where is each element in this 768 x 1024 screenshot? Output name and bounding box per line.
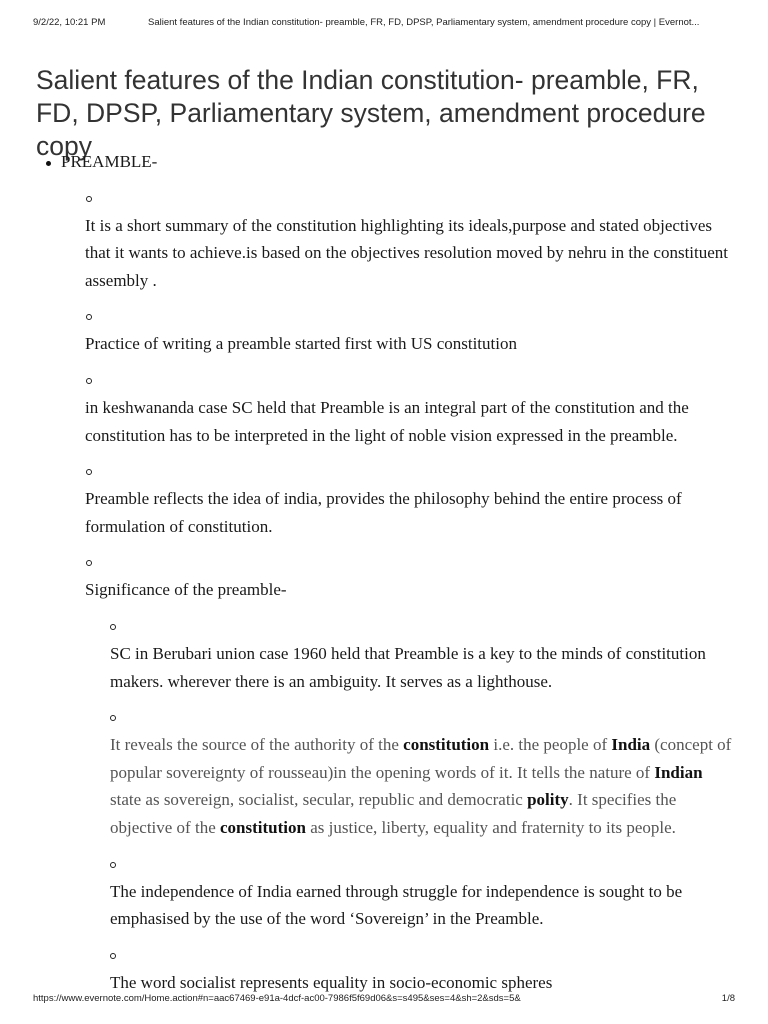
text-run: i.e. the people of [489,735,612,755]
text-run: (concept of popular sovereignty of rousseau)in the opening words of it. It tells the nature of [110,735,732,782]
text-run: state as sovereign, socialist, secular, republic and democratic [110,790,528,810]
list-item [85,560,735,604]
sub-list-item [110,624,735,695]
hollow-bullet-icon [110,624,116,630]
sub-point-text: The word socialist represents equality in socio-economic spheres [110,972,553,992]
sub-list-item [110,862,735,933]
bullet-icon [46,161,51,166]
hollow-bullet-icon [86,314,92,320]
sub-point-text: SC in Berubari union case 1960 held that Preamble is a key to the minds of constitution makers. wherever there is an ambiguity. It serves as a lighthouse. [110,643,706,691]
note-title: Salient features of the Indian constitution- preamble, FR, FD, DPSP, Parliamentary system, amendment procedure copy [36,65,706,161]
point-text: It is a short summary of the constitution highlighting its ideals,purpose and stated objectives that it wants to achieve.is based on the objectives resolution moved by nehru in the constituent assembly . [85,215,729,290]
hollow-bullet-icon [86,196,92,202]
hollow-bullet-icon [110,953,116,959]
hollow-bullet-icon [110,862,116,868]
section-heading: PREAMBLE- [61,152,158,171]
list-item [85,469,735,540]
bold-term: polity [527,790,569,810]
hollow-bullet-icon [86,469,92,475]
sub-point-text: The independence of India earned through struggle for independence is sought to be emphasised by the use of the word ‘Sovereign’ in the Preamble. [110,881,683,929]
text-run: as justice, liberty, equality and fraternity to its people. [305,817,676,837]
text-run: It reveals the source of the authority of the [110,735,404,755]
print-header [33,17,748,28]
note-body [0,148,768,996]
list-item [85,196,735,295]
print-footer [33,993,735,1004]
hollow-bullet-icon [110,715,116,721]
bold-term: constitution [403,735,490,755]
bold-term: constitution [220,817,306,837]
bold-term: Indian [654,762,703,782]
print-url: https://www.evernote.com/Home.action#n=aac67469-e91a-4dcf-ac00-7986f5f69d06&s=s495&ses=4&sh=2&sds=5& [33,993,521,1004]
print-date: 9/2/22, 10:21 PM [33,17,106,28]
bold-term: India [611,735,651,755]
point-text: Significance of the preamble- [85,580,287,600]
sub-list-item [110,715,735,841]
page-number: 1/8 [721,993,735,1004]
sub-list-item [110,953,735,997]
text-run: . It specifies the objective of the [110,790,677,837]
point-text: Preamble reflects the idea of india, provides the philosophy behind the entire process of formulation of constitution. [85,489,682,536]
hollow-bullet-icon [86,378,92,384]
sub-point-text [110,731,735,841]
hollow-bullet-icon [86,560,92,566]
section-item-preamble [61,148,768,176]
list-item [85,378,735,449]
print-page-title: Salient features of the Indian constitution- preamble, FR, FD, DPSP, Parliamentary system, amendment procedure copy | Evernot... [148,17,700,28]
point-text: in keshwananda case SC held that Preamble is an integral part of the constitution and the constitution has to be interpreted in the light of noble vision expressed in the preamble. [85,397,689,445]
list-item [85,314,735,358]
point-text: Practice of writing a preamble started first with US constitution [85,334,517,354]
